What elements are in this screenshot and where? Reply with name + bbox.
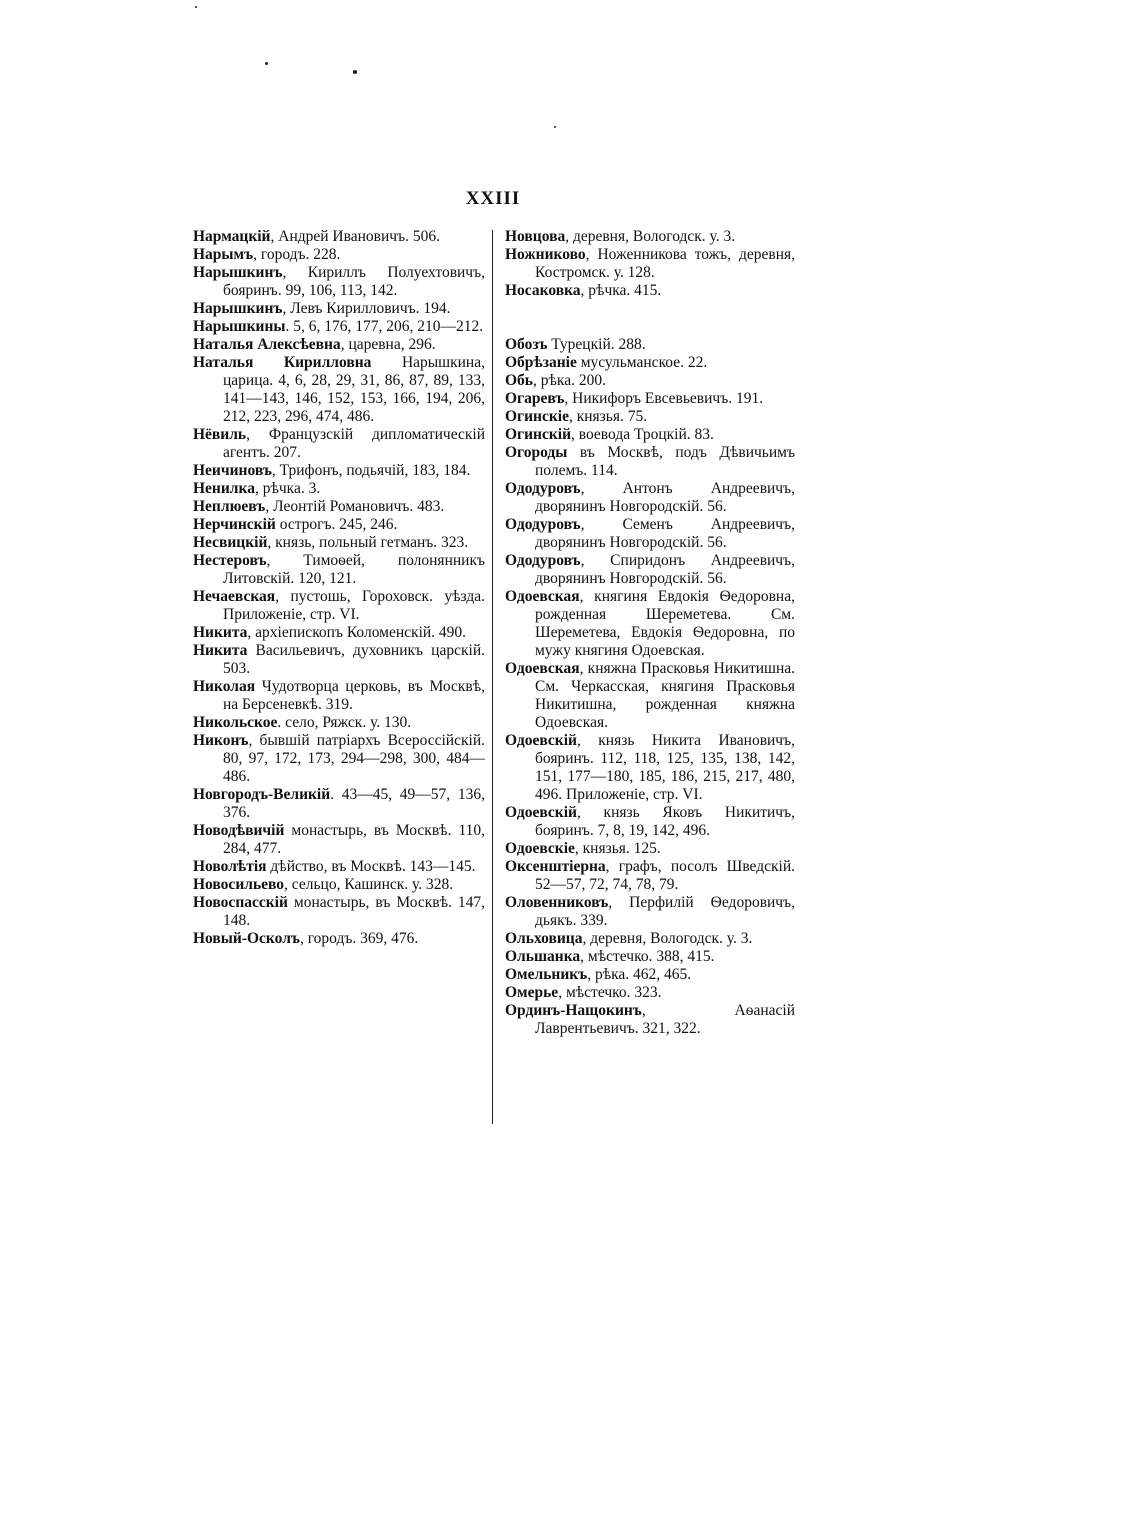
- paper-speck: [353, 70, 357, 74]
- entry-text: Чудотворца церковь, въ Москвѣ, на Берсеневкѣ. 319.: [223, 678, 485, 713]
- index-entry: [193, 246, 485, 264]
- entry-text: , мѣстечко. 388, 415.: [580, 948, 715, 965]
- index-entry: [193, 516, 485, 534]
- paper-speck: [265, 62, 268, 65]
- entry-text: , Антонъ Андреевичъ, дворянинъ Новгородскій. 56.: [535, 480, 795, 515]
- index-entry: [193, 318, 485, 336]
- entry-headword: Никита: [193, 624, 248, 641]
- entry-headword: Наталья Кирилловна: [193, 354, 372, 371]
- entry-text: монастырь, въ Москвѣ. 147, 148.: [223, 894, 485, 929]
- index-entry: [193, 786, 485, 822]
- index-group-o: [505, 336, 795, 1038]
- entry-text: , Леонтій Романовичъ. 483.: [265, 498, 445, 515]
- entry-text: , мѣстечко. 323.: [558, 984, 662, 1001]
- entry-headword: Новолѣтія: [193, 858, 267, 875]
- index-entry: [505, 282, 795, 300]
- entry-headword: Новцова: [505, 228, 566, 245]
- entry-headword: Новгородъ-Великій: [193, 786, 331, 803]
- entry-headword: Нестеровъ: [193, 552, 267, 569]
- entry-text: Турецкій. 288.: [547, 336, 646, 353]
- entry-text: , Кириллъ Полуехтовичъ, бояринъ. 99, 106, 113, 142.: [223, 264, 485, 299]
- index-entry: [193, 354, 485, 426]
- entry-headword: Нарышкины: [193, 318, 286, 335]
- entry-text: , Семенъ Андреевичъ, дворянинъ Новгородскій. 56.: [535, 516, 795, 551]
- entry-text: . 43—45, 49—57, 136, 376.: [223, 786, 485, 821]
- entry-headword: Оловенниковъ: [505, 894, 609, 911]
- entry-headword: Наталья Алексѣевна: [193, 336, 341, 353]
- entry-headword: Оксенштіерна: [505, 858, 606, 875]
- entry-text: , князь Никита Ивановичъ, бояринъ. 112, 118, 125, 135, 138, 142, 151, 177—180, 185, 186, 215, 217, 480, 496. Приложеніе, стр. VI.: [535, 732, 795, 803]
- index-entry: [193, 534, 485, 552]
- index-entry: [193, 264, 485, 300]
- index-entry: [505, 858, 795, 894]
- index-entry: [193, 858, 485, 876]
- entry-text: , Тимоѳей, полонянникъ Литовскій. 120, 121.: [223, 552, 485, 587]
- entry-headword: Обрѣзаніе: [505, 354, 577, 371]
- entry-headword: Огаревъ: [505, 390, 565, 407]
- entry-headword: Ординъ-Нащокинъ: [505, 1002, 642, 1019]
- index-column-left: [193, 228, 485, 948]
- entry-text: , рѣка. 462, 465.: [587, 966, 692, 983]
- entry-headword: Огинскіе: [505, 408, 569, 425]
- entry-headword: Обь: [505, 372, 534, 389]
- index-entry: [505, 732, 795, 804]
- entry-headword: Ододуровъ: [505, 480, 581, 497]
- index-entry: [505, 480, 795, 516]
- entry-headword: Огинскій: [505, 426, 572, 443]
- entry-headword: Ододуровъ: [505, 552, 581, 569]
- entry-headword: Нарышкинъ: [193, 264, 283, 281]
- entry-text: . 5, 6, 176, 177, 206, 210—212.: [285, 318, 484, 335]
- entry-headword: Омерье: [505, 984, 559, 1001]
- entry-text: въ Москвѣ, подъ Дѣвичьимъ полемъ. 114.: [535, 444, 795, 479]
- entry-text: , бывшій патріархъ Всероссійскій. 80, 97, 172, 173, 294—298, 300, 484—486.: [223, 732, 485, 785]
- index-entry: [193, 714, 485, 732]
- index-entry: [505, 444, 795, 480]
- entry-text: , деревня, Вологодск. у. 3.: [582, 930, 753, 947]
- index-entry: [505, 948, 795, 966]
- entry-text: , княгиня Евдокія Ѳедоровна, рожденная Шереметева. См. Шереметева, Евдокія Ѳедоровна, по мужу княгиня Одоевская.: [535, 588, 795, 659]
- entry-headword: Никита: [193, 642, 248, 659]
- entry-text: , Левъ Кирилловичъ. 194.: [282, 300, 451, 317]
- index-entry: [193, 642, 485, 678]
- entry-text: , Перфилій Ѳедоровичъ, дьякъ. 339.: [535, 894, 795, 929]
- index-entry: [193, 552, 485, 588]
- index-entry: [193, 336, 485, 354]
- entry-text: , князь, польный гетманъ. 323.: [267, 534, 469, 551]
- entry-headword: Новодѣвичій: [193, 822, 285, 839]
- entry-headword: Огороды: [505, 444, 568, 461]
- entry-text: , князь Яковъ Никитичъ, бояринъ. 7, 8, 19, 142, 496.: [535, 804, 795, 839]
- index-entry: [193, 876, 485, 894]
- index-entry: [505, 1002, 795, 1038]
- index-entry: [193, 624, 485, 642]
- entry-text: острогъ. 245, 246.: [275, 516, 398, 533]
- entry-headword: Нерчинскій: [193, 516, 276, 533]
- entry-headword: Ольховица: [505, 930, 583, 947]
- page-number: XXIII: [465, 188, 521, 209]
- entry-headword: Нарышкинъ: [193, 300, 283, 317]
- index-entry: [505, 516, 795, 552]
- entry-headword: Никонъ: [193, 732, 249, 749]
- index-entry: [505, 552, 795, 588]
- index-entry: [193, 498, 485, 516]
- index-entry: [505, 660, 795, 732]
- index-entry: [193, 462, 485, 480]
- entry-text: , деревня, Вологодск. у. 3.: [565, 228, 736, 245]
- entry-headword: Ододуровъ: [505, 516, 581, 533]
- index-entry: [505, 228, 795, 246]
- entry-text: , графъ, посолъ Шведскій. 52—57, 72, 74, 78, 79.: [535, 858, 795, 893]
- entry-headword: Неплюевъ: [193, 498, 266, 515]
- entry-headword: Обозъ: [505, 336, 548, 353]
- entry-headword: Нечаевская: [193, 588, 276, 605]
- entry-headword: Новый-Осколъ: [193, 930, 300, 947]
- entry-text: , рѣка. 200.: [533, 372, 606, 389]
- entry-text: , Аѳанасій Лаврентьевичъ. 321, 322.: [535, 1002, 795, 1037]
- entry-headword: Ножниково: [505, 246, 586, 263]
- index-entry: [505, 372, 795, 390]
- entry-headword: Одоевскіе: [505, 840, 575, 857]
- letter-gap: [505, 300, 795, 336]
- index-entry: [505, 984, 795, 1002]
- entry-text: Нарышкина, царица. 4, 6, 28, 29, 31, 86, 87, 89, 133, 141—143, 146, 152, 153, 166, 194, 206, 212, 223, 296, 474, 486.: [223, 354, 485, 425]
- index-entry: [505, 930, 795, 948]
- entry-text: , князья. 125.: [574, 840, 661, 857]
- entry-text: , Ноженникова тожъ, деревня, Костромск. у. 128.: [535, 246, 795, 281]
- index-entry: [193, 930, 485, 948]
- index-entry: [193, 588, 485, 624]
- entry-headword: Нармацкій: [193, 228, 271, 245]
- entry-headword: Несвицкій: [193, 534, 268, 551]
- paper-speck: [554, 126, 556, 128]
- entry-text: , воевода Троцкій. 83.: [571, 426, 714, 443]
- entry-text: , князья. 75.: [568, 408, 648, 425]
- paper-speck: [195, 6, 197, 8]
- index-entry: [505, 246, 795, 282]
- entry-text: , городъ. 369, 476.: [299, 930, 419, 947]
- index-entry: [505, 426, 795, 444]
- index-entry: [505, 894, 795, 930]
- index-entry: [505, 390, 795, 408]
- entry-headword: Новосильево: [193, 876, 285, 893]
- index-entry: [193, 822, 485, 858]
- entry-headword: Новоспасскій: [193, 894, 288, 911]
- index-entry: [505, 354, 795, 372]
- entry-headword: Одоевскій: [505, 804, 577, 821]
- index-group-n: [505, 228, 795, 300]
- entry-headword: Носаковка: [505, 282, 581, 299]
- index-entry: [193, 480, 485, 498]
- index-entry: [505, 588, 795, 660]
- entry-text: , Никифоръ Евсевьевичъ. 191.: [564, 390, 764, 407]
- index-entry: [193, 228, 485, 246]
- index-entry: [505, 804, 795, 840]
- index-entry: [505, 336, 795, 354]
- entry-text: , пустошь, Гороховск. уѣзда. Приложеніе, стр. VI.: [223, 588, 485, 623]
- entry-headword: Ольшанка: [505, 948, 581, 965]
- index-column-right: [505, 228, 795, 1038]
- entry-text: . село, Ряжск. у. 130.: [277, 714, 412, 731]
- index-entry: [505, 408, 795, 426]
- entry-text: , рѣчка. 3.: [254, 480, 321, 497]
- index-entry: [193, 426, 485, 462]
- entry-headword: Ненилка: [193, 480, 255, 497]
- entry-headword: Неичиновъ: [193, 462, 272, 479]
- entry-headword: Нёвиль: [193, 426, 247, 443]
- entry-text: Васильевичъ, духовникъ царскій. 503.: [223, 642, 485, 677]
- entry-text: , рѣчка. 415.: [580, 282, 662, 299]
- entry-text: , Спиридонъ Андреевичъ, дворянинъ Новгородскій. 56.: [535, 552, 795, 587]
- index-entry: [193, 732, 485, 786]
- entry-headword: Одоевская: [505, 660, 580, 677]
- index-entry: [505, 966, 795, 984]
- entry-text: , Французскій дипломатическій агентъ. 207.: [223, 426, 485, 461]
- entry-text: , княжна Прасковья Никитишна. См. Черкасская, княгиня Прасковья Никитишна, рожденная княжна Одоевская.: [535, 660, 795, 731]
- entry-text: , Трифонъ, подьячій, 183, 184.: [271, 462, 471, 479]
- index-entry: [193, 678, 485, 714]
- entry-text: , царевна, 296.: [340, 336, 436, 353]
- entry-headword: Одоевскій: [505, 732, 577, 749]
- entry-text: дѣйство, въ Москвѣ. 143—145.: [266, 858, 476, 875]
- column-divider: [492, 230, 493, 1124]
- entry-headword: Нарымъ: [193, 246, 254, 263]
- entry-headword: Николая: [193, 678, 256, 695]
- index-entry: [193, 894, 485, 930]
- entry-text: мусульманское. 22.: [576, 354, 708, 371]
- index-entry: [505, 840, 795, 858]
- entry-headword: Никольское: [193, 714, 278, 731]
- entry-headword: Одоевская: [505, 588, 580, 605]
- index-entry: [193, 300, 485, 318]
- entry-text: , архіепископъ Коломенскій. 490.: [247, 624, 467, 641]
- entry-headword: Омельникъ: [505, 966, 588, 983]
- entry-text: , сельцо, Кашинск. у. 328.: [284, 876, 454, 893]
- entry-text: , городъ. 228.: [253, 246, 341, 263]
- entry-text: , Андрей Ивановичъ. 506.: [270, 228, 440, 245]
- entry-text: монастырь, въ Москвѣ. 110, 284, 477.: [223, 822, 485, 857]
